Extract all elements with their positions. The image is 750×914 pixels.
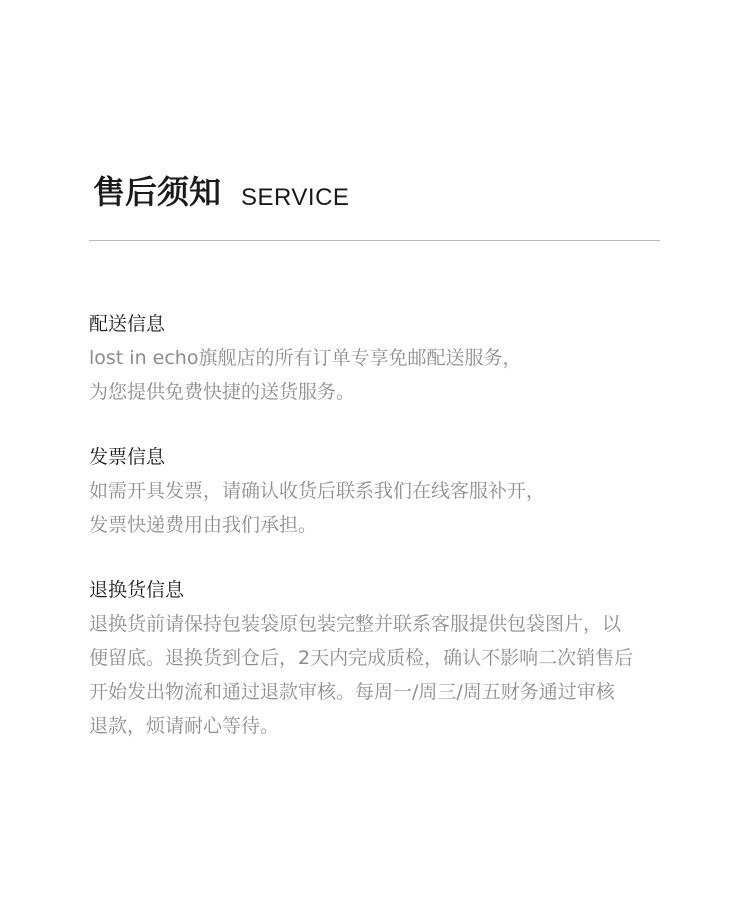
section-body bbox=[89, 607, 689, 743]
header-divider bbox=[89, 240, 660, 241]
section-text-line: 发票快递费用由我们承担。 bbox=[89, 514, 318, 536]
section-text-line: 便留底。退换货到仓后，2天内完成质检，确认不影响二次销售后 bbox=[89, 647, 634, 669]
section-text-line: lost in echo旗舰店的所有订单专享免邮配送服务， bbox=[89, 347, 522, 369]
section-title: 发票信息 bbox=[89, 446, 166, 468]
section-text-line: 退款，烦请耐心等待。 bbox=[89, 715, 280, 737]
section-text-line: 退换货前请保持包装袋原包装完整并联系客服提供包袋图片，以 bbox=[89, 613, 622, 635]
section-title: 配送信息 bbox=[89, 313, 166, 335]
page-subtitle: SERVICE bbox=[241, 184, 350, 211]
section-text-line: 如需开具发票，请确认收货后联系我们在线客服补开， bbox=[89, 480, 546, 502]
page-title: 售后须知 bbox=[93, 173, 222, 211]
section-text-line: 开始发出物流和通过退款审核。每周一/周三/周五财务通过审核 bbox=[89, 681, 615, 703]
delivery-info-section bbox=[89, 311, 689, 409]
section-body bbox=[89, 474, 689, 542]
invoice-info-section bbox=[89, 444, 689, 542]
return-exchange-section bbox=[89, 577, 689, 743]
section-body bbox=[89, 341, 689, 409]
section-title: 退换货信息 bbox=[89, 579, 185, 601]
section-text-line: 为您提供免费快捷的送货服务。 bbox=[89, 381, 356, 403]
page-header bbox=[93, 168, 693, 218]
